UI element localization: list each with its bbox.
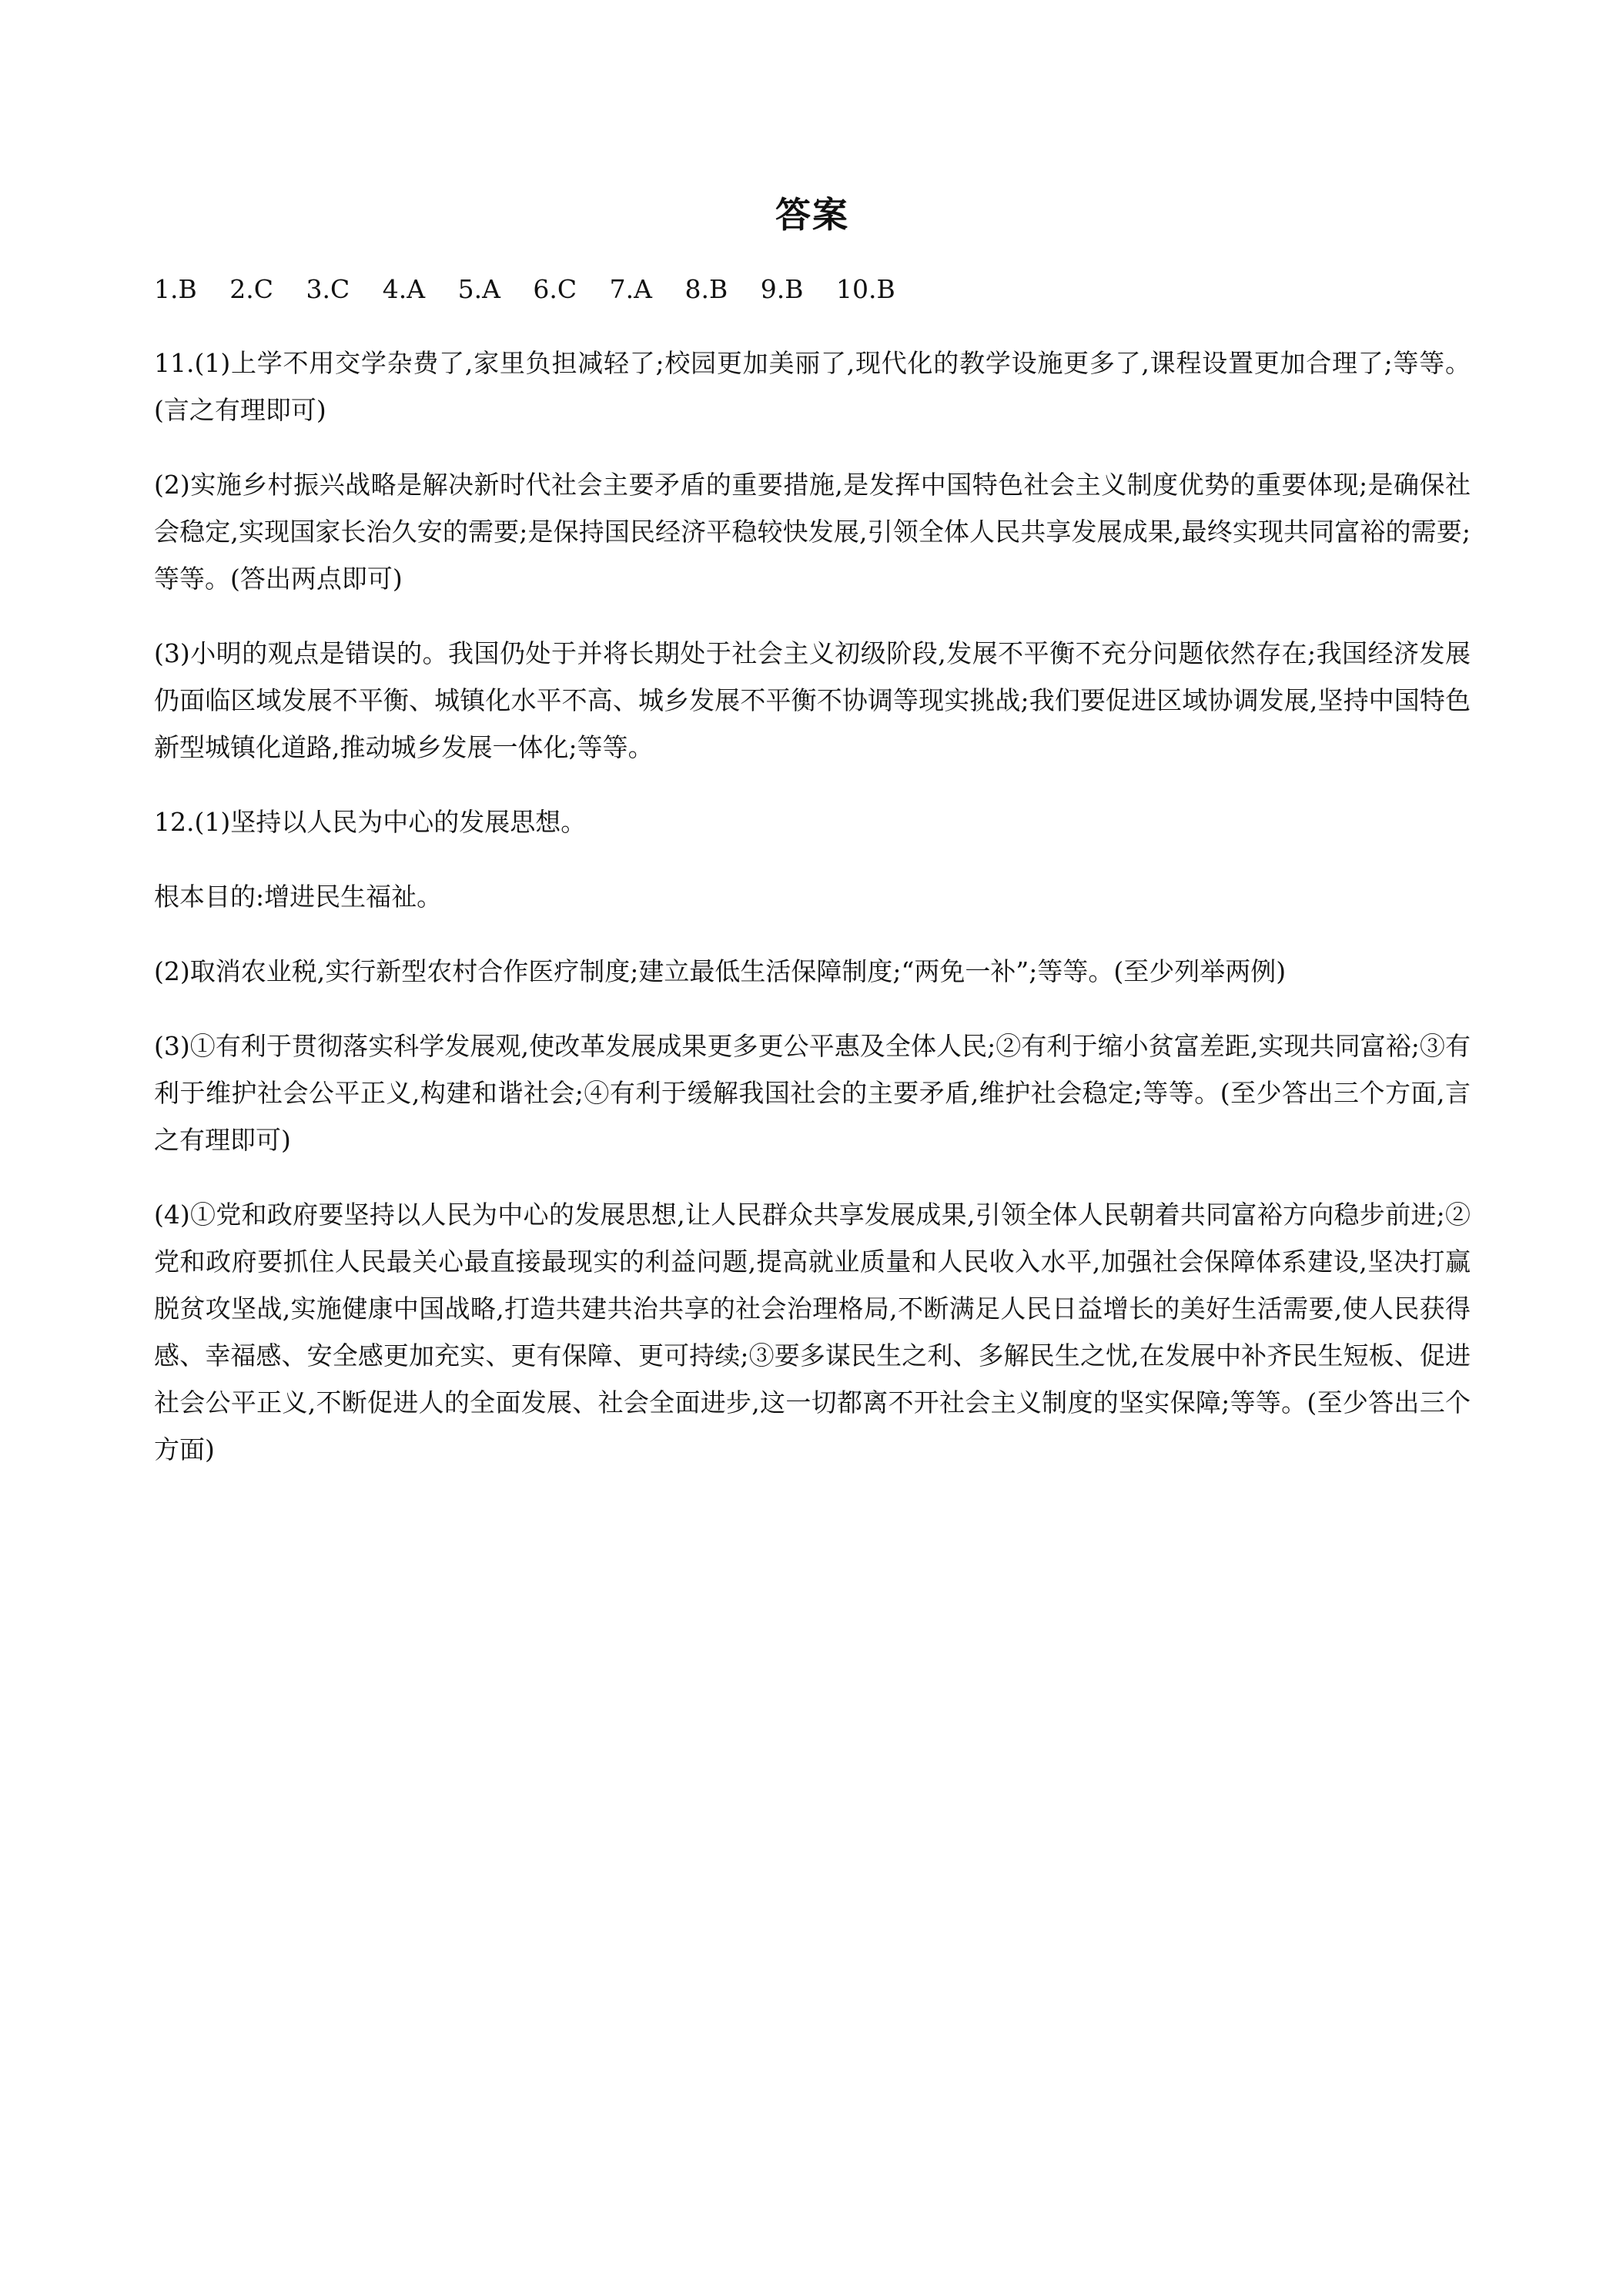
answer-12-1-purpose: 根本目的:增进民生福祉。 <box>154 881 443 912</box>
answer-11-2: (2)实施乡村振兴战略是解决新时代社会主要矛盾的重要措施,是发挥中国特色社会主义制度优势的重要体现;是确保社会稳定,实现国家长治久安的需要;是保持国民经济平稳较快发展,引领全体人民共享发展成果,最终实现共同富裕的需要;等等。(答出两点即可) <box>154 469 1471 594</box>
answer-12-4: (4)①党和政府要坚持以人民为中心的发展思想,让人民群众共享发展成果,引领全体人民朝着共同富裕方向稳步前进;②党和政府要抓住人民最关心最直接最现实的利益问题,提高就业质量和人民收入水平,加强社会保障体系建设,坚决打赢脱贫攻坚战,实施健康中国战略,打造共建共治共享的社会治理格局,不断满足人民日益增长的美好生活需要,使人民获得感、幸福感、安全感更加充实、更有保障、更可持续;③要多谋民生之利、多解民生之忧,在发展中补齐民生短板、促进社会公平正义,不断促进人的全面发展、社会全面进步,这一切都离不开社会主义制度的坚实保障;等等。(至少答出三个方面) <box>154 1199 1471 1464</box>
choice-answer: 6.C <box>533 273 577 304</box>
page-title: 答案 <box>775 194 849 236</box>
choice-answer: 8.B <box>684 273 728 304</box>
answer-12-3: (3)①有利于贯彻落实科学发展观,使改革发展成果更多更公平惠及全体人民;②有利于缩小贫富差距,实现共同富裕;③有利于维护社会公平正义,构建和谐社会;④有利于缓解我国社会的主要矛盾,维护社会稳定;等等。(至少答出三个方面,言之有理即可) <box>154 1030 1471 1155</box>
choice-answer: 10.B <box>835 273 895 304</box>
choice-answer: 3.C <box>306 273 350 304</box>
choice-answer: 1.B <box>154 273 197 304</box>
answer-11-1: 11.(1)上学不用交学杂费了,家里负担减轻了;校园更加美丽了,现代化的教学设施更多了,课程设置更加合理了;等等。(言之有理即可) <box>154 347 1471 425</box>
choice-answer: 5.A <box>457 273 500 304</box>
choice-answers-row <box>154 269 1471 310</box>
choice-answer: 4.A <box>382 273 426 304</box>
answer-12-2: (2)取消农业税,实行新型农村合作医疗制度;建立最低生活保障制度;“两免一补”;等等。(至少列举两例) <box>154 956 1287 986</box>
choice-answer: 9.B <box>760 273 804 304</box>
choice-answer: 7.A <box>609 273 652 304</box>
answer-12-1: 12.(1)坚持以人民为中心的发展思想。 <box>154 806 587 837</box>
answer-document <box>154 192 1471 1501</box>
answer-11-3: (3)小明的观点是错误的。我国仍处于并将长期处于社会主义初级阶段,发展不平衡不充分问题依然存在;我国经济发展仍面临区域发展不平衡、城镇化水平不高、城乡发展不平衡不协调等现实挑战;我们要促进区域协调发展,坚持中国特色新型城镇化道路,推动城乡发展一体化;等等。 <box>154 638 1471 762</box>
choice-answer: 2.C <box>229 273 273 304</box>
